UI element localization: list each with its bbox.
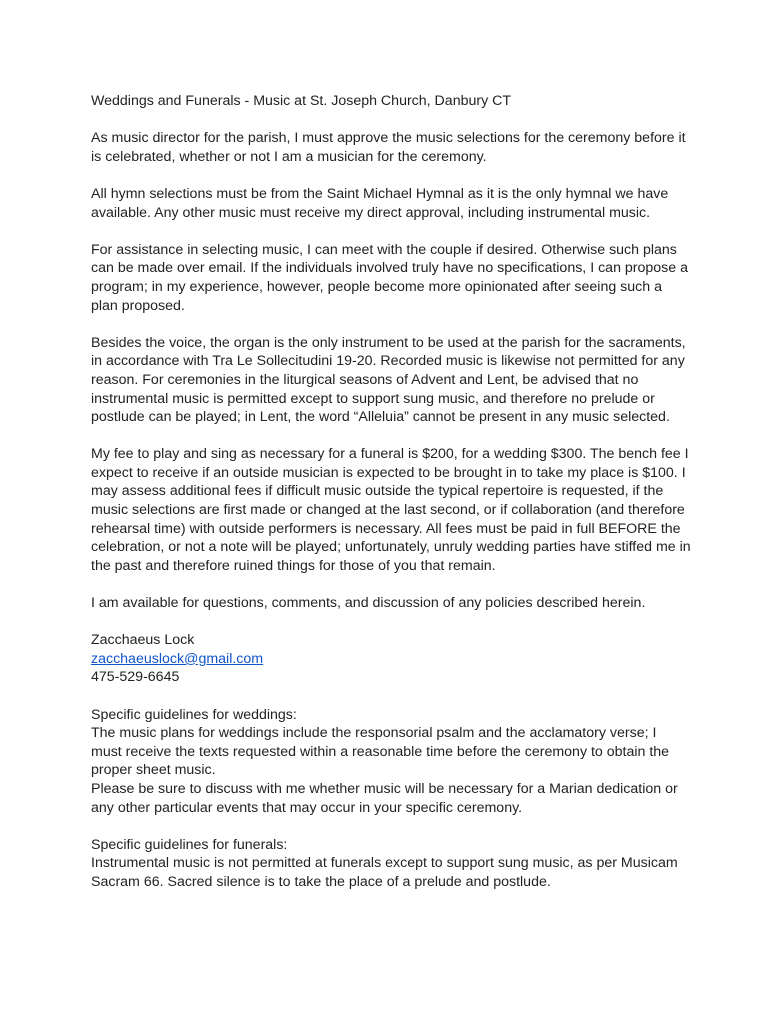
funerals-heading: Specific guidelines for funerals:: [91, 836, 288, 853]
contact-email-link[interactable]: zacchaeuslock@gmail.com: [91, 650, 264, 667]
fees-paragraph: My fee to play and sing as necessary for a funeral is $200, for a wedding $300. The bench fee I expect to receive if an outside musician is expected to be brought in to take my place is $100. I may assess additional fees if difficult music outside the typical repertoire is requested, if the music selections are first made or changed at the last second, or if collaboration (and therefore rehearsal time) with outside performers is necessary. All fees must be paid in full BEFORE the celebration, or not a note will be played; unfortunately, unruly wedding parties have stiffed me in the past and therefore ruined things for those of you that remain.: [91, 446, 691, 574]
weddings-line-1: The music plans for weddings include the responsorial psalm and the acclamatory verse; I must receive the texts requested within a reasonable time before the ceremony to obtain the proper sheet music.: [91, 725, 670, 779]
document-title: Weddings and Funerals - Music at St. Joseph Church, Danbury CT: [91, 93, 512, 109]
availability-paragraph: I am available for questions, comments, and discussion of any policies described herein.: [91, 595, 646, 612]
approval-paragraph: As music director for the parish, I must approve the music selections for the ceremony before it is celebrated, whether or not I am a musician for the ceremony.: [91, 130, 686, 165]
funerals-line-1: Instrumental music is not permitted at funerals except to support sung music, as per Musicam Sacram 66. Sacred silence is to take the place of a prelude and postlude.: [91, 855, 678, 890]
weddings-line-2: Please be sure to discuss with me whether music will be necessary for a Marian dedication or any other particular events that may occur in your specific ceremony.: [91, 780, 678, 816]
contact-name: Zacchaeus Lock: [91, 632, 195, 649]
document-page: [91, 92, 691, 892]
assistance-paragraph: For assistance in selecting music, I can meet with the couple if desired. Otherwise such plans can be made over email. If the individuals involved truly have no specifications, I can propose a program; in my experience, however, people become more opinionated after seeing such a plan proposed.: [91, 241, 688, 314]
weddings-heading: Specific guidelines for weddings:: [91, 706, 297, 723]
hymnal-paragraph: All hymn selections must be from the Saint Michael Hymnal as it is the only hymnal we have available. Any other music must receive my direct approval, including instrumental music.: [91, 185, 669, 221]
funerals-section: [91, 836, 691, 892]
organ-paragraph: Besides the voice, the organ is the only instrument to be used at the parish for the sacraments, in accordance with Tra Le Sollecitudini 19-20. Recorded music is likewise not permitted for any reason. For ceremonies in the liturgical seasons of Advent and Lent, be advised that no instrumental music is permitted except to support sung music, and therefore no prelude or postlude can be played; in Lent, the word “Alleluia” cannot be present in any music selected.: [91, 334, 686, 426]
weddings-section: [91, 706, 691, 818]
contact-block: [91, 631, 691, 687]
contact-phone: 475-529-6645: [91, 669, 180, 686]
